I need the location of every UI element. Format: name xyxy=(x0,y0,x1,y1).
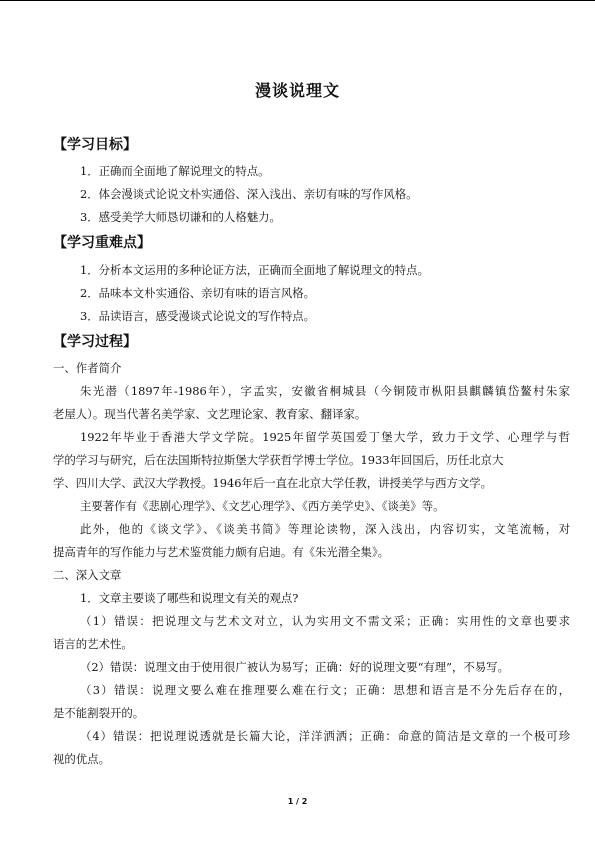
key-point-item: 3．品读语言，感受漫谈式论说文的写作特点。 xyxy=(80,309,316,323)
objective-item: 3．感受美学大师恳切谦和的人格魅力。 xyxy=(80,210,281,224)
bio-line: 提高青年的写作能力与艺术鉴赏能力颇有启迪。有《朱光潜全集》。 xyxy=(53,545,390,559)
bio-line: 朱光潜（1897年-1986年），字孟实，安徽省桐城县（今铜陵市枞阳县麒麟镇岱鳌村朱家 xyxy=(80,384,570,398)
bio-line: 此外，他的《谈文学》、《谈美书简》等理论读物，深入浅出，内容切实，文笔流畅，对 xyxy=(80,522,570,536)
point-line: 语言的艺术性。 xyxy=(53,637,133,651)
bio-line: 学、四川大学、武汉大学教授。1946年后一直在北京大学任教，讲授美学与西方文学。 xyxy=(53,476,493,490)
page-title: 漫谈说理文 xyxy=(254,81,340,100)
point-line: （3）错误：说理文要么难在推理要么难在行文；正确：思想和语言是不分先后存在的， xyxy=(80,683,570,697)
bio-line: 老屋人）。现当代著名美学家、文艺理论家、教育家、翻译家。 xyxy=(53,407,367,421)
header-rule xyxy=(0,0,595,1)
objective-item: 1．正确而全面地了解说理文的特点。 xyxy=(80,164,270,178)
bio-line: 1922年毕业于香港大学文学院。1925年留学英国爱丁堡大学，致力于文学、心理学与哲 xyxy=(80,430,570,444)
objective-item: 2．体会漫谈式论说文朴实通俗、深入浅出、亲切有味的写作风格。 xyxy=(80,187,418,201)
bio-line: 学的学习与研究，后在法国斯特拉斯堡大学获哲学博士学位。1933年回国后，历任北京大 xyxy=(53,453,504,467)
key-point-item: 2．品味本文朴实通俗、亲切有味的语言风格。 xyxy=(80,286,316,300)
point-line: （1）错误：把说理文与艺术文对立，认为实用文不需文采；正确：实用性的文章也要求 xyxy=(80,614,570,628)
section-heading-objectives: 【学习目标】 xyxy=(53,137,137,153)
part-title-analysis: 二、深入文章 xyxy=(53,568,122,582)
page-number: 1 / 2 xyxy=(287,797,308,806)
point-line: 视的优点。 xyxy=(53,752,110,766)
section-heading-key-points: 【学习重难点】 xyxy=(53,235,151,251)
point-line: 是不能割裂开的。 xyxy=(53,706,145,720)
section-heading-process: 【学习过程】 xyxy=(53,334,137,350)
point-line: （2）错误：说理文由于使用很广被认为易写；正确：好的说理文要“有理”，不易写。 xyxy=(80,660,509,674)
question-line: 1．文章主要谈了哪些和说理文有关的观点? xyxy=(80,591,299,605)
part-title-author: 一、作者简介 xyxy=(53,361,122,375)
bio-line: 主要著作有《悲剧心理学》、《文艺心理学》、《西方美学史》、《谈美》等。 xyxy=(80,499,445,513)
point-line: （4）错误：把说理说透就是长篇大论，洋洋洒洒；正确：命意的简洁是文章的一个极可珍 xyxy=(80,729,570,743)
key-point-item: 1．分析本文运用的多种论证方法，正确而全面地了解说理文的特点。 xyxy=(80,263,429,277)
